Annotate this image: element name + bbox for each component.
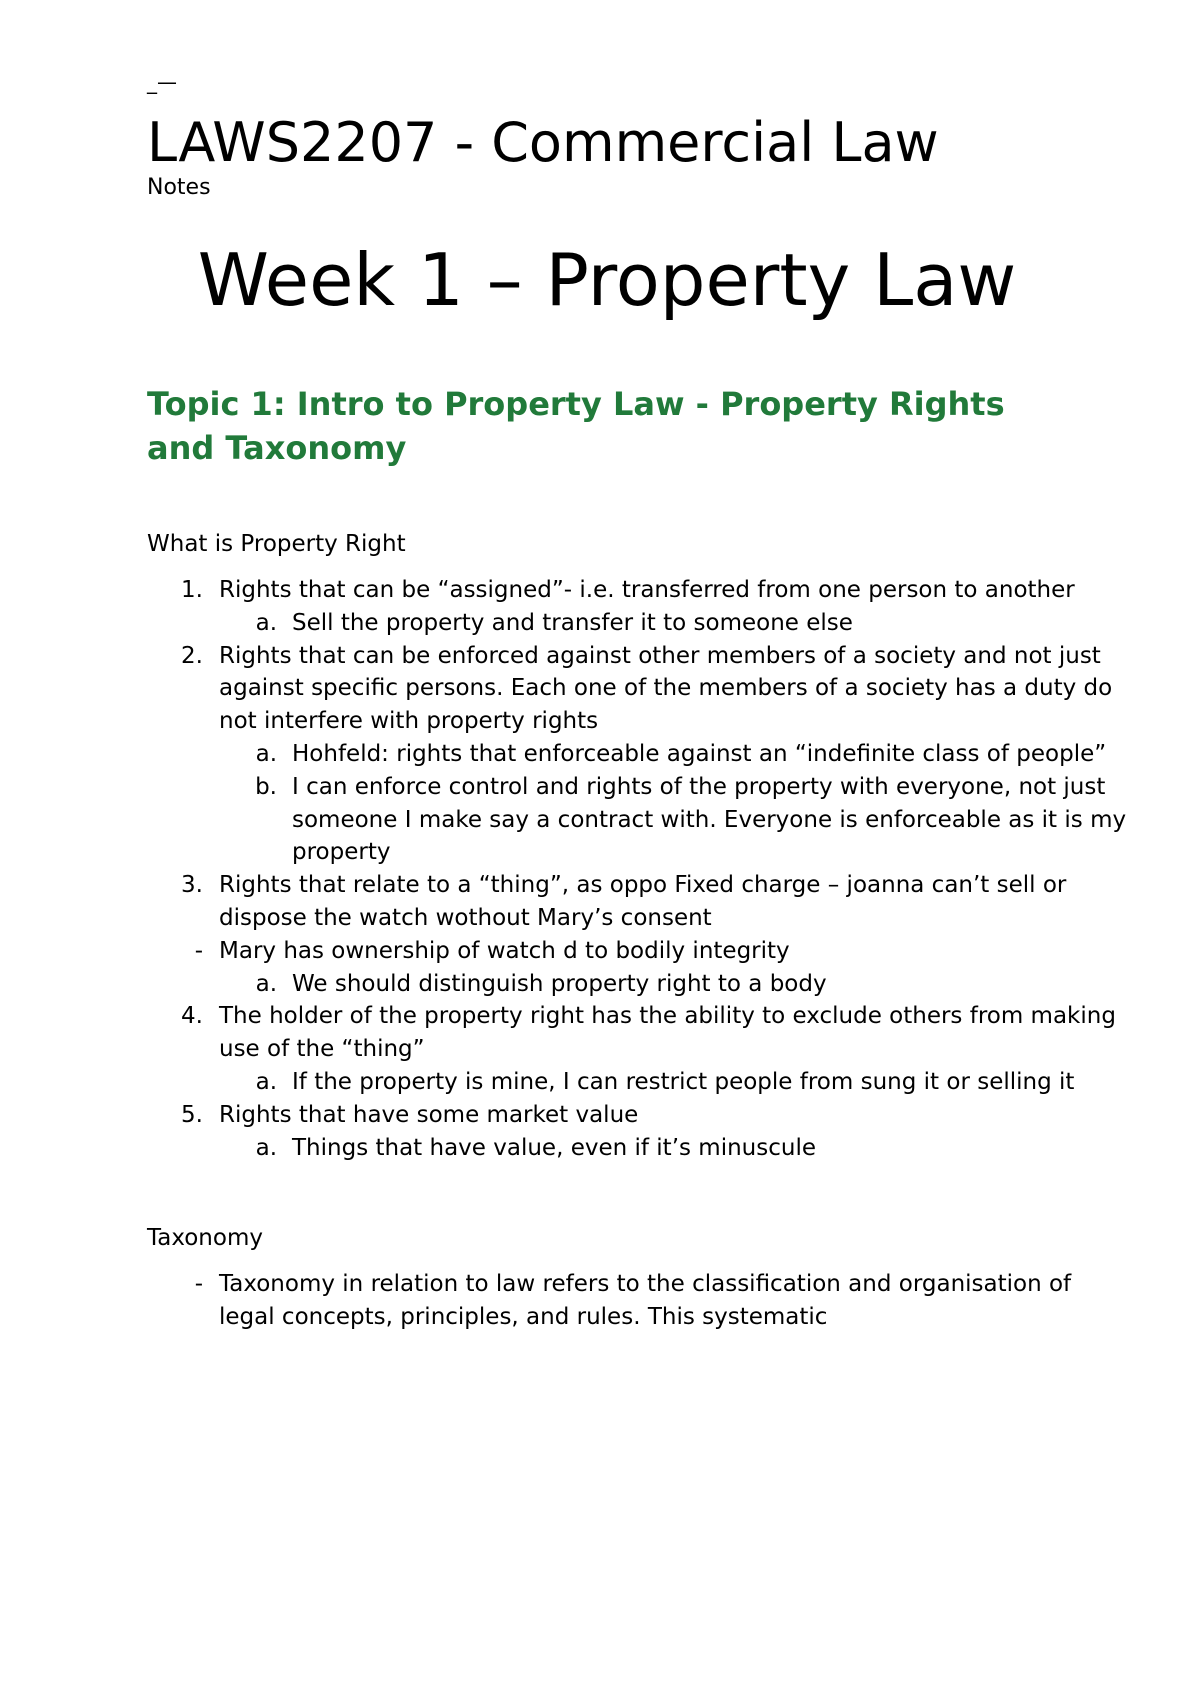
document-page	[147, 70, 1127, 1334]
list-item-text: The holder of the property right has the ability to exclude others from making use of the “thing”	[219, 1003, 1116, 1063]
taxonomy-list	[147, 1268, 1072, 1334]
top-mark: _—	[147, 70, 177, 94]
section-taxonomy	[147, 1222, 1072, 1334]
list-marker: a.	[255, 1068, 277, 1095]
list-item-text: Rights that can be “assigned”- i.e. transferred from one person to another	[219, 577, 1075, 603]
list-marker: -	[194, 1271, 203, 1298]
list-item-text: We should distinguish property right to a body	[292, 970, 827, 997]
document-subtitle: Notes	[147, 175, 211, 200]
list-item	[147, 1268, 1072, 1334]
list-item	[147, 640, 1113, 738]
list-item-text: Rights that have some market value	[219, 1101, 639, 1128]
section-property-right	[147, 528, 1127, 1164]
list-marker: a.	[255, 1134, 277, 1161]
section-spacer	[147, 1164, 1067, 1212]
list-item	[147, 738, 1107, 771]
list-item-text: Mary has ownership of watch d to bodily integrity	[219, 937, 790, 964]
week-heading: Week 1 – Property Law	[197, 238, 1017, 322]
property-right-list	[147, 574, 1127, 1164]
list-item	[147, 1132, 1067, 1165]
list-item	[147, 574, 1075, 607]
list-item	[147, 869, 1067, 935]
list-marker: 1.	[181, 577, 203, 603]
list-marker: a.	[255, 970, 277, 997]
list-item	[147, 968, 1067, 1001]
list-marker: 5.	[181, 1101, 203, 1128]
document-title: LAWS2207 - Commercial Law	[147, 111, 939, 174]
list-item-text: Taxonomy in relation to law refers to the classification and organisation of legal concepts, principles, and rules. This systematic	[219, 1271, 1072, 1331]
list-item-text: If the property is mine, I can restrict people from sung it or selling it	[292, 1068, 1075, 1095]
list-marker: -	[194, 937, 203, 964]
section-label: What is Property Right	[147, 531, 406, 557]
list-marker: 2.	[181, 642, 203, 669]
list-marker: b.	[255, 773, 277, 800]
list-item-text: Things that have value, even if it’s minuscule	[292, 1134, 817, 1161]
list-item	[147, 1000, 1116, 1066]
list-item-text: Rights that can be enforced against other members of a society and not just against specific persons. Each one of the members of a society has a duty do not interfere with property rights	[219, 642, 1113, 735]
list-item	[147, 607, 1067, 640]
list-marker: a.	[255, 609, 277, 636]
list-marker: 4.	[181, 1003, 203, 1030]
list-item-text: Rights that relate to a “thing”, as oppo Fixed charge – joanna can’t sell or dispose the watch wothout Mary’s consent	[219, 872, 1067, 931]
list-item	[147, 1099, 1067, 1132]
list-marker: 3.	[181, 872, 203, 899]
list-item-text: I can enforce control and rights of the property with everyone, not just someone I make say a contract with. Everyone is enforceable as it is my property	[292, 773, 1127, 866]
topic-heading: Topic 1: Intro to Property Law - Property Rights and Taxonomy	[147, 385, 1005, 467]
list-item-text: Hohfeld: rights that enforceable against an “indefinite class of people”	[292, 740, 1107, 767]
list-marker: a.	[255, 740, 277, 767]
list-item	[147, 1066, 1075, 1099]
list-item-text: Sell the property and transfer it to someone else	[292, 609, 853, 636]
list-item	[147, 935, 1067, 968]
list-item	[147, 771, 1127, 869]
section-label: Taxonomy	[147, 1225, 263, 1252]
